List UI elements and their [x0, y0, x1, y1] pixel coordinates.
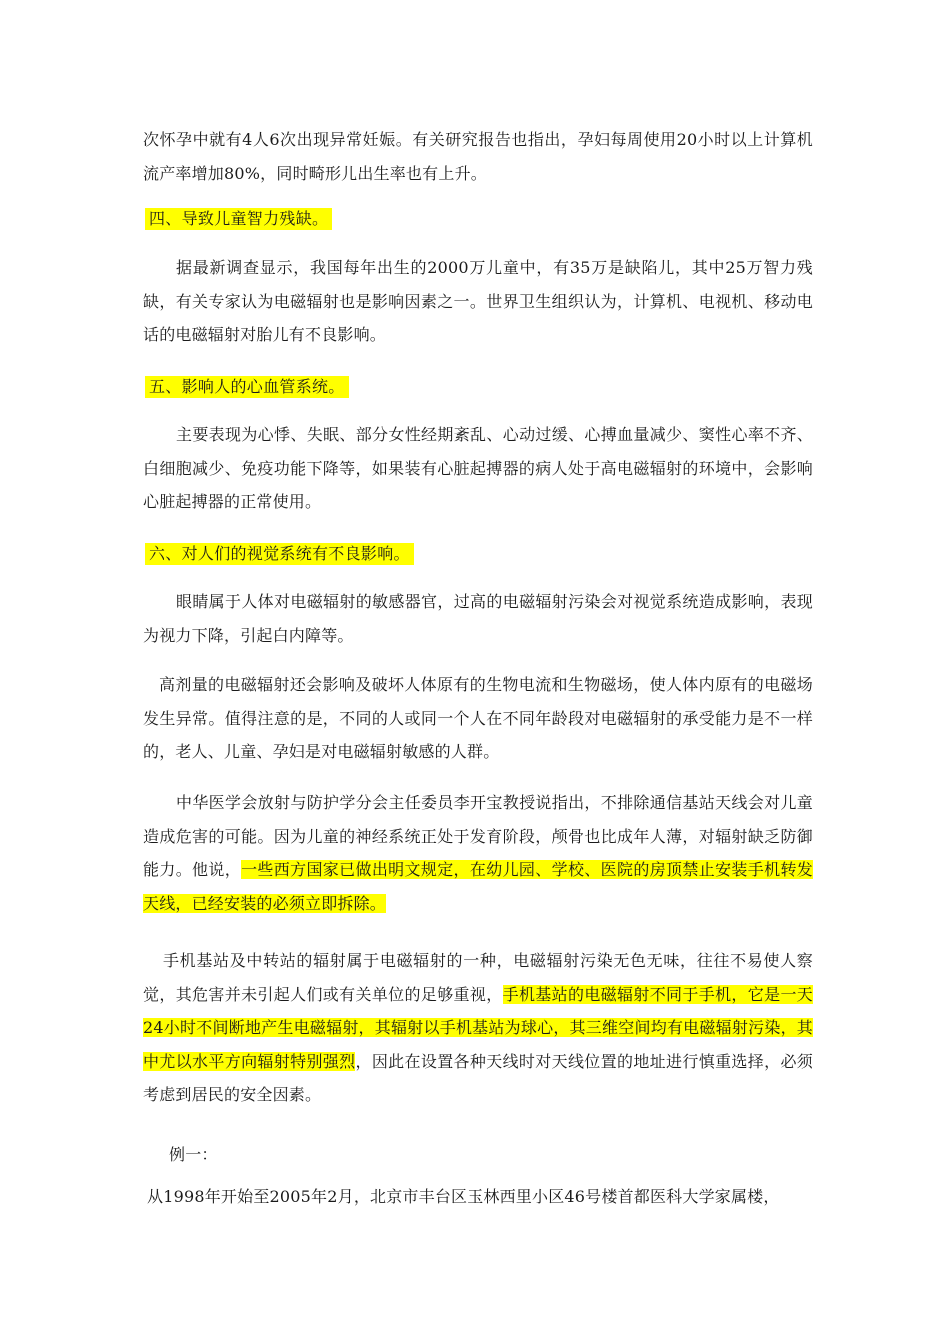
paragraph-pregnancy-stats — [143, 123, 813, 190]
paragraph-text: 次怀孕中就有4人6次出现异常妊娠。有关研究报告也指出，孕妇每周使用20小时以上计算机流产率增加80%，同时畸形儿出生率也有上升。 — [143, 130, 813, 183]
highlighted-text: 一些西方国家已做出明文规定，在幼儿园、学校、医院的房顶禁止安装手机转发天线，已经安装的必须立即拆除。 — [143, 860, 813, 913]
paragraph-text: 据最新调查显示，我国每年出生的2000万儿童中，有35万是缺陷儿，其中25万智力残缺，有关专家认为电磁辐射也是影响因素之一。世界卫生组织认为，计算机、电视机、移动电话的电磁辐射对胎儿有不良影响。 — [143, 258, 813, 344]
paragraph-text: 从1998年开始至2005年2月，北京市丰台区玉林西里小区46号楼首都医科大学家属楼， — [147, 1187, 780, 1206]
paragraph-example-label — [143, 1138, 813, 1172]
paragraph-example-one — [143, 1180, 813, 1214]
paragraph-text: 高剂量的电磁辐射还会影响及破坏人体原有的生物电流和生物磁场，使人体内原有的电磁场发生异常。值得注意的是，不同的人或同一个人在不同年龄段对电磁辐射的承受能力是不一样的，老人、儿童、孕妇是对电磁辐射敏感的人群。 — [143, 675, 813, 761]
highlighted-text: 手机基站的电磁辐射不同于手机，它是一天24小时不间断地产生电磁辐射，其辐射以手机基站为球心，其三维空间均有电磁辐射污染，其中尤以水平方向辐射特别强烈 — [143, 984, 813, 1071]
paragraph-expert-opinion — [143, 786, 813, 920]
paragraph-cardiovascular-symptoms — [143, 418, 813, 519]
paragraph-text: ，因此在设置各种天线时对天线位置的地址进行慎重选择，必须考虑到居民的安全因素。 — [143, 1051, 813, 1104]
paragraph-text: 中华医学会放射与防护学分会主任委员李开宝教授说指出，不排除通信基站天线会对儿童造成危害的可能。因为儿童的神经系统正处于发育阶段，颅骨也比成年人薄，对辐射缺乏防御能力。他说， — [143, 793, 813, 879]
paragraph-vision-effects — [143, 585, 813, 652]
heading-child-intelligence: 四、导致儿童智力残缺。 — [145, 208, 332, 230]
paragraph-text: 手机基站及中转站的辐射属于电磁辐射的一种，电磁辐射污染无色无味，往往不易使人察觉，其危害并未引起人们或有关单位的足够重视， — [143, 951, 813, 1004]
paragraph-text: 主要表现为心悸、失眠、部分女性经期紊乱、心动过缓、心搏血量减少、窦性心率不齐、白细胞减少、免疫功能下降等，如果装有心脏起搏器的病人处于高电磁辐射的环境中，会影响心脏起搏器的正常使用。 — [143, 425, 813, 511]
heading-cardiovascular: 五、影响人的心血管系统。 — [145, 376, 349, 398]
paragraph-high-dose — [143, 668, 813, 769]
paragraph-child-defects — [143, 251, 813, 352]
paragraph-text: 眼睛属于人体对电磁辐射的敏感器官，过高的电磁辐射污染会对视觉系统造成影响，表现为视力下降，引起白内障等。 — [143, 592, 813, 645]
heading-vision: 六、对人们的视觉系统有不良影响。 — [145, 543, 414, 565]
paragraph-base-station — [143, 944, 813, 1112]
paragraph-text: 例一： — [169, 1145, 218, 1164]
